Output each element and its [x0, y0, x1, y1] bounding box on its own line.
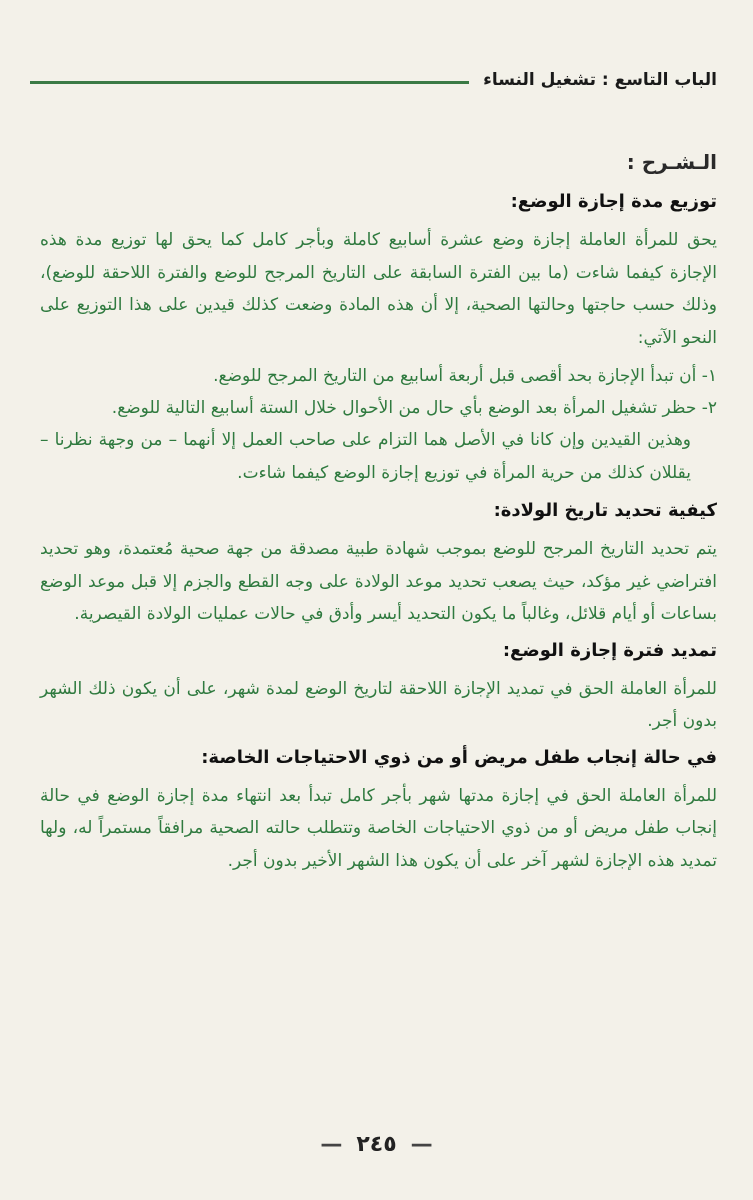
section-paragraph-special-needs: للمرأة العاملة الحق في إجازة مدتها شهر بأجر كامل تبدأ بعد انتهاء مدة إجازة الوضع في حالة إنجاب طفل مريض أو من ذوي الاحتياجات الخاصة وتتطلب حالته الصحية مرافقاً مستمراً له، ولها تمديد هذه الإجازة لشهر آخر على أن يكون هذا الشهر الأخير بدون أجر. — [40, 785, 717, 871]
footer-dash-left: — — [320, 1132, 343, 1157]
section-heading-birth-date: كيفية تحديد تاريخ الولادة: — [493, 500, 717, 521]
page-number: ٢٤٥ — [356, 1132, 397, 1157]
list-item-1: ١- أن تبدأ الإجازة بحد أقصى قبل أربعة أسابيع من التاريخ المرجح للوضع. — [213, 366, 717, 386]
section-paragraph-distribution: يحق للمرأة العاملة إجازة وضع عشرة أسابيع كاملة وبأجر كامل كما يحق لها توزيع مدة هذه الإجازة كيفما شاءت (ما بين الفترة السابقة على التاريخ المرجح للوضع والفترة اللاحقة للوضع)، وذلك حسب حاجتها وحالتها الصحية، إلا أن هذه المادة وضعت كذلك قيدين على هذا التوزيع على النحو الآتي: — [40, 230, 717, 348]
page-content — [40, 150, 717, 883]
footer-dash-right: — — [410, 1132, 433, 1157]
header-rule — [30, 81, 469, 84]
running-header — [30, 60, 717, 100]
section-paragraph-after-list: وهذين القيدين وإن كانا في الأصل هما التزام على صاحب العمل إلا أنهما – من وجهة نظرنا – يقللان كذلك من حرية المرأة في توزيع إجازة الوضع كيفما شاءت. — [40, 430, 691, 483]
section-heading-distribution: توزيع مدة إجازة الوضع: — [510, 191, 717, 212]
section-heading-special-needs: في حالة إنجاب طفل مريض أو من ذوي الاحتياجات الخاصة: — [201, 746, 717, 768]
page-footer — [0, 1132, 753, 1157]
list-item-2: ٢- حظر تشغيل المرأة بعد الوضع بأي حال من الأحوال خلال الستة أسابيع التالية للوضع. — [111, 398, 717, 418]
section-paragraph-birth-date: يتم تحديد التاريخ المرجح للوضع بموجب شهادة طبية مصدقة من جهة صحية مُعتمدة، وهو تحديد افتراضي غير مؤكد، حيث يصعب تحديد موعد الولادة على وجه القطع والجزم إلا قبل موعد الوضع بساعات أو أيام قلائل، وغالباً ما يكون التحديد أيسر وأدق في حالات عمليات الولادة القيصرية. — [40, 539, 717, 624]
explanation-label: الـشـرح : — [626, 150, 717, 174]
section-paragraph-extension: للمرأة العاملة الحق في تمديد الإجازة اللاحقة لتاريخ الوضع لمدة شهر، على أن يكون ذلك الشهر بدون أجر. — [40, 678, 717, 731]
section-heading-extension: تمديد فترة إجازة الوضع: — [502, 639, 717, 661]
chapter-title: الباب التاسع : تشغيل النساء — [483, 70, 717, 90]
